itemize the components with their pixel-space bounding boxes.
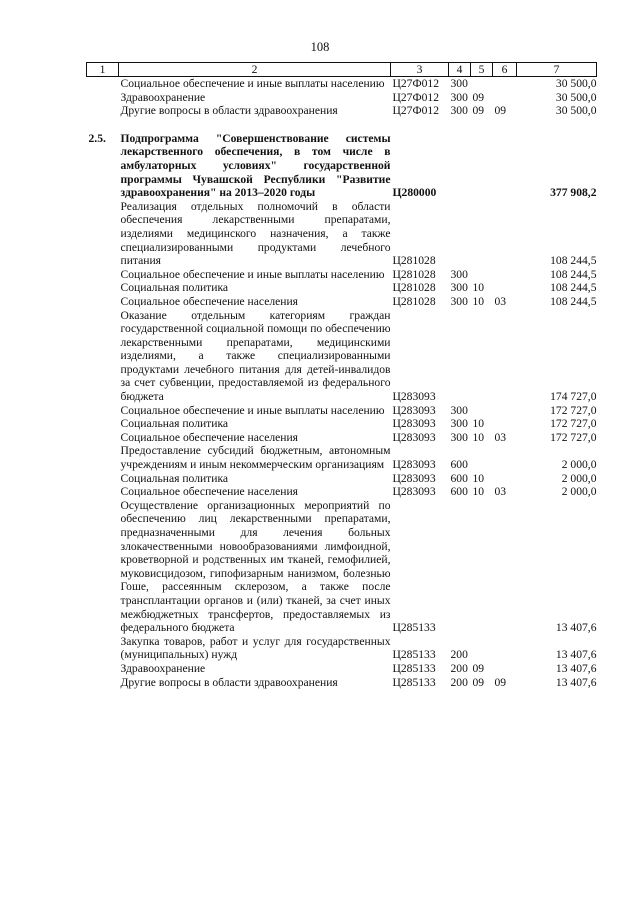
row-target-code: Ц283093 [392, 430, 436, 444]
table-row [87, 104, 597, 118]
row-expense-type: 600 [450, 471, 468, 485]
row-expense-type: 300 [450, 430, 468, 444]
row-target-code: Ц283093 [392, 471, 436, 485]
row-amount: 13 407,6 [555, 621, 597, 635]
row-expense-type [449, 499, 471, 635]
row-index [87, 309, 119, 404]
row-subsection [493, 281, 517, 295]
row-subsection: 09 [494, 104, 507, 118]
row-description: Социальное обеспечение населения [120, 485, 299, 499]
row-expense-type: 300 [450, 77, 468, 90]
row-index [87, 635, 119, 662]
row-target-code: Ц283093 [392, 417, 436, 431]
row-description: Здравоохранение [120, 661, 206, 675]
column-number-header [87, 63, 597, 77]
row-index [87, 431, 119, 445]
row-amount: 108 244,5 [550, 281, 597, 295]
row-description: Социальное обеспечение и иные выплаты населению [120, 403, 385, 417]
row-index [87, 404, 119, 418]
row-index [87, 417, 119, 431]
row-expense-type: 300 [450, 294, 468, 308]
row-expense-type: 300 [450, 104, 468, 118]
col-header-6: 6 [493, 63, 517, 77]
row-target-code: Ц285133 [392, 661, 436, 675]
row-subsection: 03 [494, 485, 507, 499]
row-amount: 108 244,5 [550, 294, 597, 308]
row-section: 10 [472, 485, 485, 499]
row-expense-type [449, 132, 471, 200]
row-subsection [493, 417, 517, 431]
row-index: 2.5. [88, 131, 106, 145]
row-target-code: Ц27Ф012 [392, 104, 440, 118]
row-amount: 13 407,6 [555, 648, 597, 662]
row-amount: 30 500,0 [555, 90, 597, 104]
row-target-code: Ц283093 [392, 390, 436, 404]
table-row [87, 404, 597, 418]
col-header-2: 2 [119, 63, 391, 77]
row-section [471, 309, 493, 404]
row-amount: 108 244,5 [550, 254, 597, 268]
row-section: 09 [472, 661, 485, 675]
section-spacer [87, 118, 597, 132]
row-description: Осуществление организационных мероприятий по обеспечению лиц лекарственными препаратами, предназначенными для лечения больных злокачественными новообразованиями лимфоидной, кроветворной и родственных им тканей, гемофилией, муковисцидозом, гипофизарным нанизмом, болезнью Гоше, рассеянным склерозом, а также после трансплантации органов и (или) тканей, за счет иных межбюджетных трансфертов, предоставляемых из федерального бюджета [120, 498, 391, 635]
row-section [471, 499, 493, 635]
row-section [471, 404, 493, 418]
row-index [87, 200, 119, 268]
col-header-5: 5 [471, 63, 493, 77]
table-row [87, 444, 597, 471]
row-section: 09 [472, 90, 485, 104]
row-subsection [493, 77, 517, 91]
row-amount: 13 407,6 [555, 661, 597, 675]
row-expense-type [449, 200, 471, 268]
row-index [87, 676, 119, 690]
table-row [87, 635, 597, 662]
row-expense-type: 300 [450, 281, 468, 295]
row-target-code: Ц281028 [392, 281, 436, 295]
row-expense-type: 200 [450, 648, 468, 662]
row-section: 10 [472, 430, 485, 444]
table-row [87, 676, 597, 690]
row-amount: 174 727,0 [550, 390, 597, 404]
row-section: 10 [472, 417, 485, 431]
row-expense-type: 600 [450, 458, 468, 472]
row-description: Подпрограмма "Совершенствование системы лекарственного обеспечения, в том числе в амбулаторных условиях" государственной программы Чувашской Республики "Развитие здравоохранения" на 2013–2020 годы [120, 131, 391, 200]
row-target-code: Ц280000 [392, 186, 437, 200]
row-amount: 172 727,0 [550, 430, 597, 444]
row-amount: 13 407,6 [555, 675, 597, 689]
row-amount: 172 727,0 [550, 417, 597, 431]
row-expense-type: 200 [450, 675, 468, 689]
table-row [87, 77, 597, 91]
row-expense-type: 300 [450, 267, 468, 281]
row-amount: 2 000,0 [561, 485, 597, 499]
row-subsection: 09 [494, 675, 507, 689]
row-amount: 30 500,0 [555, 104, 597, 118]
row-subsection [493, 472, 517, 486]
row-expense-type: 300 [450, 90, 468, 104]
row-expense-type: 300 [450, 417, 468, 431]
row-target-code: Ц27Ф012 [392, 90, 440, 104]
table-row [87, 200, 597, 268]
budget-table [86, 62, 597, 689]
row-amount: 377 908,2 [550, 186, 597, 200]
table-row [87, 472, 597, 486]
row-description: Предоставление субсидий бюджетным, автономным учреждениям и иным некоммерческим организациям [120, 444, 391, 472]
row-expense-type: 300 [450, 403, 468, 417]
page-number: 108 [310, 40, 330, 54]
row-subsection [493, 268, 517, 282]
table-row [87, 268, 597, 282]
table-body [87, 77, 597, 690]
subprogram-row [87, 132, 597, 200]
row-description: Социальное обеспечение населения [120, 430, 299, 444]
row-amount: 30 500,0 [555, 77, 597, 90]
row-subsection [493, 91, 517, 105]
row-description: Социальная политика [120, 281, 229, 295]
row-amount: 172 727,0 [550, 403, 597, 417]
table-row [87, 281, 597, 295]
row-section [471, 200, 493, 268]
col-header-3: 3 [391, 63, 449, 77]
row-expense-type: 600 [450, 485, 468, 499]
row-subsection [493, 309, 517, 404]
row-amount: 2 000,0 [561, 458, 597, 472]
row-description: Социальная политика [120, 417, 229, 431]
row-index [87, 662, 119, 676]
row-subsection [493, 662, 517, 676]
row-amount: 108 244,5 [550, 267, 597, 281]
row-index [87, 444, 119, 471]
table-row [87, 662, 597, 676]
row-description: Социальное обеспечение населения [120, 294, 299, 308]
row-section [471, 77, 493, 91]
row-subsection [493, 499, 517, 635]
table-row [87, 499, 597, 635]
row-target-code: Ц285133 [392, 648, 436, 662]
row-subsection [493, 404, 517, 418]
table-row [87, 309, 597, 404]
row-index [87, 91, 119, 105]
row-target-code: Ц27Ф012 [392, 77, 440, 90]
row-description: Здравоохранение [120, 90, 206, 104]
row-description: Закупка товаров, работ и услуг для государственных (муниципальных) нужд [120, 634, 391, 662]
row-section [471, 268, 493, 282]
row-amount: 2 000,0 [561, 471, 597, 485]
col-header-7: 7 [517, 63, 597, 77]
table-row [87, 485, 597, 499]
row-target-code: Ц283093 [392, 485, 436, 499]
row-subsection [493, 200, 517, 268]
row-index [87, 485, 119, 499]
row-section: 09 [472, 104, 485, 118]
row-target-code: Ц281028 [392, 294, 436, 308]
row-subsection: 03 [494, 430, 507, 444]
row-section [471, 132, 493, 200]
row-index [87, 104, 119, 118]
row-description: Социальная политика [120, 471, 229, 485]
row-target-code: Ц283093 [392, 403, 436, 417]
row-description: Социальное обеспечение и иные выплаты населению [120, 77, 385, 90]
row-subsection: 03 [494, 294, 507, 308]
row-section: 10 [472, 281, 485, 295]
row-target-code: Ц281028 [392, 267, 436, 281]
row-index [87, 499, 119, 635]
row-index [87, 77, 119, 91]
row-section: 09 [472, 675, 485, 689]
row-description: Другие вопросы в области здравоохранения [120, 675, 338, 689]
row-subsection [493, 635, 517, 662]
table-row [87, 431, 597, 445]
row-target-code: Ц283093 [392, 458, 436, 472]
row-section: 10 [472, 294, 485, 308]
row-index [87, 295, 119, 309]
row-target-code: Ц285133 [392, 675, 436, 689]
row-index [87, 472, 119, 486]
row-section: 10 [472, 471, 485, 485]
table-row [87, 417, 597, 431]
row-subsection [493, 444, 517, 471]
row-target-code: Ц281028 [392, 254, 436, 268]
table-row [87, 295, 597, 309]
row-index [87, 268, 119, 282]
row-target-code: Ц285133 [392, 621, 436, 635]
col-header-4: 4 [449, 63, 471, 77]
row-description: Реализация отдельных полномочий в области обеспечения лекарственными препаратами, изделиями медицинского назначения, а также специализированными продуктами лечебного питания [120, 199, 391, 268]
table-row [87, 91, 597, 105]
row-index [87, 281, 119, 295]
row-description: Другие вопросы в области здравоохранения [120, 104, 338, 118]
col-header-1: 1 [87, 63, 119, 77]
row-section [471, 635, 493, 662]
row-subsection [493, 132, 517, 200]
row-expense-type [449, 309, 471, 404]
row-section [471, 444, 493, 471]
row-expense-type: 200 [450, 661, 468, 675]
row-description: Социальное обеспечение и иные выплаты населению [120, 267, 385, 281]
row-description: Оказание отдельным категориям граждан государственной социальной помощи по обеспечению лекарственными препаратами, медицинскими изделиями, а также специализированными продуктами лечебного питания для детей-инвалидов за счет субвенции, предоставляемой из федерального бюджета [120, 308, 391, 404]
